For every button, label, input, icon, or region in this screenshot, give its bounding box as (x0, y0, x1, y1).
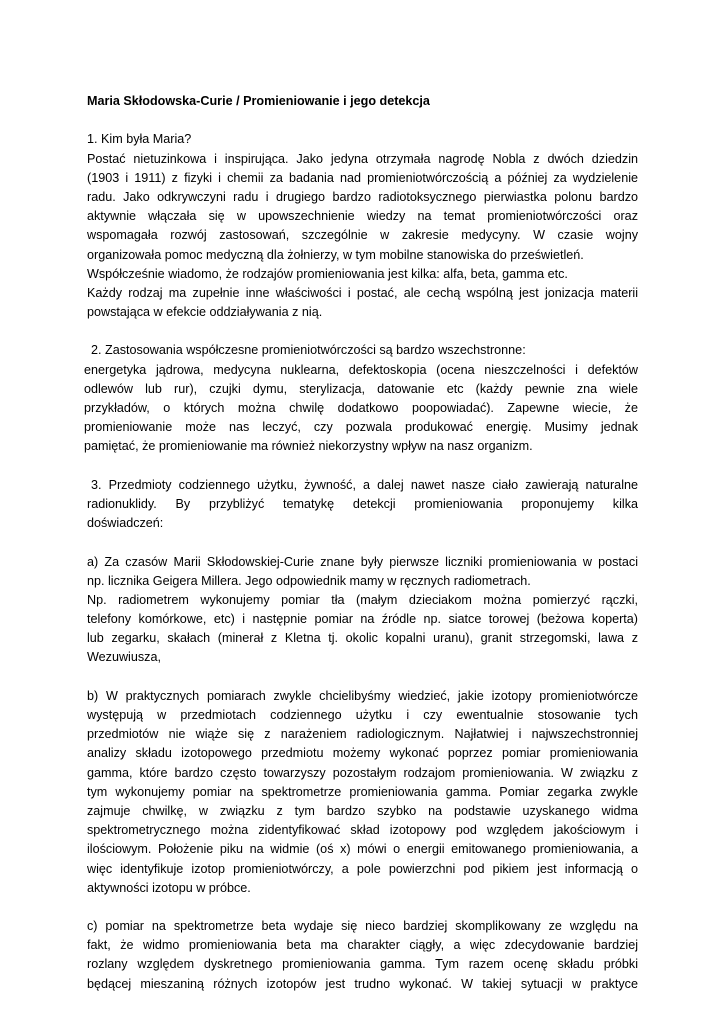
paragraph-gap (87, 322, 638, 341)
text-line: organizowała pomoc medyczną dla żołnierzy, w tym mobilne stanowiska do prześwietleń. (87, 247, 584, 262)
text-line: lub zegarku, skałach (minerał z Kletna tj. okolic kopalni uranu), granit strzegomski, lawa z (87, 631, 638, 646)
text-line: telefony komórkowe, etc) i następnie pomiar na źródle np. siatce torowej (beżowa koperta) (87, 612, 638, 627)
text-line: więc identyfikuje izotop promieniotwórczy, a pole powierzchni pod pikiem jest informacją o (87, 861, 638, 876)
text-line: wspomagała rozwój zastosowań, szczególnie w zakresie medycyny. W czasie wojny (87, 228, 638, 243)
text-line: Współcześnie wiadomo, że rodzajów promieniowania jest kilka: alfa, beta, gamma etc. (87, 266, 568, 281)
text-line: odlewów lub rur), czujki dymu, sterylizacja, datowanie etc (każdy pewnie zna wiele (84, 381, 638, 396)
paragraph-gap (87, 457, 638, 476)
text-line: 3. Przedmioty codziennego użytku, żywność, a dalej nawet nasze ciało zawierają naturalne (91, 477, 638, 492)
text-line: przedmiotów nie wiąże się z narażeniem radiologicznym. Najłatwiej i najwszechstronniej (87, 727, 638, 742)
paragraph-s3a (87, 553, 638, 668)
text-line: będącej mieszaniną różnych izotopów jest trudno wykonać. W takiej sytuacji w praktyce (87, 976, 638, 991)
text-line: 2. Zastosowania współczesne promieniotwórczości są bardzo wszechstronne: (91, 343, 526, 358)
spacer (87, 111, 638, 130)
paragraph-s1 (87, 130, 638, 322)
text-line: doświadczeń: (87, 516, 164, 531)
document-title: Maria Skłodowska-Curie / Promieniowanie i jego detekcja (87, 94, 430, 108)
text-line: zajmuje chwilkę, w związku z tym bardzo szybko na podstawie uzyskanego widma (87, 803, 638, 818)
text-line: ilościowym. Położenie piku na widmie (oś x) mówi o energii emitowanego promieniowania, a (87, 842, 638, 857)
text-line: Postać nietuzinkowa i inspirująca. Jako jedyna otrzymała nagrodę Nobla z dwóch dziedzin (87, 151, 638, 166)
text-line: występują w przedmiotach codziennego użytku i czy ewentualnie stosowanie tych (87, 708, 638, 722)
text-line: energetyka jądrowa, medycyna nuklearna, defektoskopia (ocena nieszczelności i defektów (84, 362, 638, 377)
text-line: aktywności izotopu w próbce. (87, 880, 251, 895)
text-line: gamma, które bardzo często towarzyszy pozostałym rodzajom promieniowania. W związku z (87, 765, 638, 780)
paragraph-s2 (84, 341, 638, 456)
paragraph-gap (87, 668, 638, 687)
text-line: Każdy rodzaj ma zupełnie inne właściwości i postać, ale cechą wspólną jest jonizacja materii (87, 285, 638, 300)
text-line: fakt, że widmo promieniowania beta ma charakter ciągły, a więc zdecydowanie bardziej (87, 938, 638, 953)
text-line: Np. radiometrem wykonujemy pomiar tła (małym dzieciakom można pomierzyć rączki, (87, 592, 638, 607)
text-line: c) pomiar na spektrometrze beta wydaje się nieco bardziej skomplikowany ze względu na (87, 919, 638, 934)
text-line: przykładów, o których można chwilę dodatkowo poopowiadać). Zapewne wiecie, że (84, 401, 638, 415)
paragraph-s3c (87, 917, 638, 994)
paragraph-gap (87, 533, 638, 552)
text-line: 1. Kim była Maria? (87, 132, 192, 147)
text-line: tym wykonujemy pomiar na spektrometrze promieniowania gamma. Pomiar zegarka zwykle (87, 784, 638, 799)
text-line: powstająca w efekcie oddziaływania z nią. (87, 305, 323, 320)
paragraph-gap (87, 898, 638, 917)
text-line: rozlany względem dyskretnego promieniowania gamma. Tym razem ocenę składu próbki (87, 957, 638, 972)
paragraph-s3b (87, 687, 638, 898)
text-line: (1903 i 1911) z fizyki i chemii za badania nad promieniotwórczością a później za wydzielenie (87, 170, 638, 185)
paragraph-s3 (87, 476, 638, 534)
text-line: np. licznika Geigera Millera. Jego odpowiednik mamy w ręcznych radiometrach. (87, 573, 531, 588)
text-line: b) W praktycznych pomiarach zwykle chcielibyśmy wiedzieć, jakie izotopy promieniotwórcze (87, 688, 638, 703)
text-line: radionuklidy. By przybliżyć tematykę detekcji promieniowania proponujemy kilka (87, 496, 638, 511)
text-line: spektrometrycznego można zidentyfikować skład izotopowy pod względem jakościowym i (87, 823, 638, 838)
text-line: a) Za czasów Marii Skłodowskiej-Curie znane były pierwsze liczniki promieniowania w postaci (87, 554, 638, 569)
text-line: promieniowanie może nas leczyć, czy pozwala produkować energię. Musimy jednak (84, 420, 638, 435)
text-line: pamiętać, że promieniowanie ma również niekorzystny wpływ na nasz organizm. (84, 439, 533, 454)
text-line: analizy składu izotopowego przedmiotu możemy wykonać poprzez pomiar promieniowania (87, 746, 638, 761)
text-line: Wezuwiusza, (87, 650, 161, 665)
document-sections (84, 130, 638, 993)
text-line: aktywnie włączała się w upowszechnienie wiedzy na temat promieniotwórczości oraz (87, 209, 638, 224)
document-body (84, 92, 638, 994)
text-line: radu. Jako odkrywczyni radu i drugiego bardzo radiotoksycznego pierwiastka polonu bardzo (87, 189, 638, 204)
